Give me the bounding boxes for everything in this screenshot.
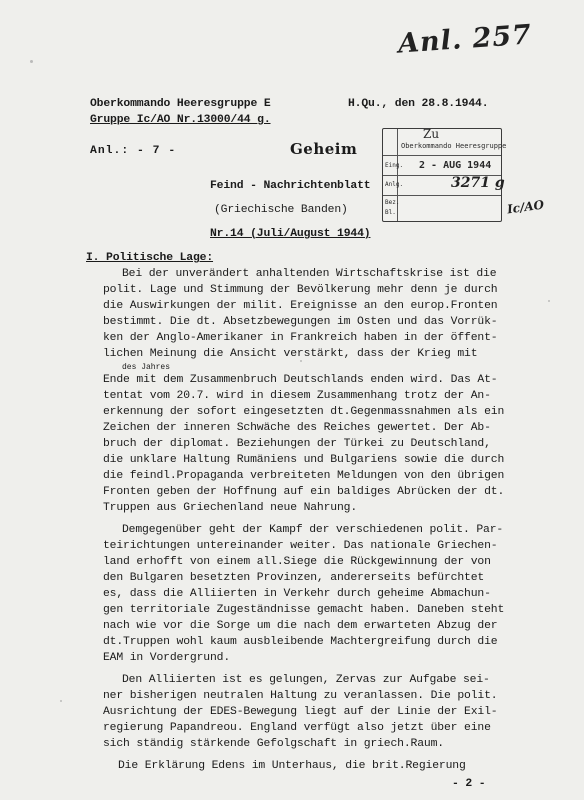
body-line: die unklare Haltung Rumäniens und Bulgariens sowie die durch: [103, 454, 505, 466]
body-line: bruch der diplomat. Beziehungen der Türkei zu Deutschland,: [103, 438, 491, 450]
body-line: Ende mit dem Zusammenbruch Deutschlands enden wird. Das At-: [103, 374, 498, 386]
body-line: Demgegenüber geht der Kampf der verschiedenen polit. Par-: [122, 524, 504, 536]
stamp-label-anlg: Anlg.: [385, 181, 404, 188]
body-line: Ausrichtung der EDES-Bewegung liegt auf der Linie der Exil-: [103, 706, 498, 718]
body-line: Den Alliierten ist es gelungen, Zervas zur Aufgabe sei-: [122, 674, 490, 686]
body-line: den Bulgaren besetzten Provinzen, andererseits befürchtet: [103, 572, 485, 584]
body-line: lichen Meinung die Ansicht verstärkt, dass der Krieg mit: [103, 348, 478, 360]
header-place-date: H.Qu., den 28.8.1944.: [348, 98, 489, 110]
stamp-label-bl: Bl.: [385, 209, 396, 216]
stamp-office: Oberkommando Heeresgruppe: [401, 142, 507, 150]
body-line: dt.Truppen wohl kaum ausbleibende Machtergreifung durch die: [103, 636, 498, 648]
page-number: - 2 -: [452, 778, 486, 790]
body-line: Fronten geben der Hoffnung auf ein baldiges Abrücken der dt.: [103, 486, 505, 498]
body-line: Bei der unverändert anhaltenden Wirtschaftskrise ist die: [122, 268, 497, 280]
body-line: land erhofft von einem all.Siege die Rückgewinnung der von: [103, 556, 491, 568]
body-line: die Auswirkungen der milit. Ereignisse an den europ.Fronten: [103, 300, 498, 312]
stamp-zu: Zu: [423, 127, 440, 141]
header-org: Oberkommando Heeresgruppe E: [90, 98, 271, 110]
body-line: es, dass die Alliierten in Verkehr durch geheime Abmachun-: [103, 588, 491, 600]
document-issue: Nr.14 (Juli/August 1944): [210, 228, 371, 240]
body-line: Truppen aus Griechenland neue Nahrung.: [103, 502, 358, 514]
body-line: polit. Lage und Stimmung der Bevölkerung mehr denn je durch: [103, 284, 498, 296]
body-line: bestimmt. Die dt. Absetzbewegungen im Osten und das Vorrük-: [103, 316, 498, 328]
document-subtitle: (Griechische Banden): [214, 204, 348, 216]
header-reference: Gruppe Ic/AO Nr.13000/44 g.: [90, 114, 271, 126]
body-line: nach wie vor die Sorge um die nach dem erwarteten Abzug der: [103, 620, 498, 632]
header-attachment: Anl.: - 7 -: [90, 145, 177, 157]
body-line: teirichtungen untereinander weiter. Das nationale Griechen-: [103, 540, 498, 552]
body-line: Die Erklärung Edens im Unterhaus, die brit.Regierung: [118, 760, 466, 772]
stamp-label-bez: Bez.: [385, 199, 400, 206]
body-line: gen territoriale Zugeständnisse gemacht haben. Daneben steht: [103, 604, 505, 616]
body-line: sich ständig stärkende Gefolgschaft in griech.Raum.: [103, 738, 444, 750]
body-line: die feindl.Propaganda verbreiteten Meldungen von den übrigen: [103, 470, 505, 482]
secret-marking: Geheim: [290, 140, 358, 158]
body-line: erkennung der sofort eingesetzten dt.Gegenmassnahmen als ein: [103, 406, 505, 418]
stamp-label-eing: Eing.: [385, 162, 404, 169]
body-line: regierung Papandreou. England verfügt also jetzt über eine: [103, 722, 491, 734]
document-title: Feind - Nachrichtenblatt: [210, 180, 371, 192]
body-line: Zeichen der inneren Schwäche des Reiches gewertet. Der Ab-: [103, 422, 491, 434]
section-heading: I. Politische Lage:: [86, 252, 214, 264]
interlinear-insert: des Jahres: [122, 363, 171, 372]
body-line: tentat vom 20.7. wird in diesem Zusammenhang trotz der An-: [103, 390, 491, 402]
body-line: EAM in Vordergrund.: [103, 652, 231, 664]
margin-handwritten-note: Ic/AO: [506, 197, 545, 217]
body-line: ner bisherigen neutralen Haltung zu veranlassen. Die polit.: [103, 690, 498, 702]
handwritten-annotation: Anl. 257: [397, 19, 533, 60]
body-line: ken der Anglo-Amerikaner in Frankreich haben in der öffent-: [103, 332, 498, 344]
registry-stamp: [382, 127, 507, 222]
stamp-date: 2 - AUG 1944: [419, 160, 492, 171]
stamp-number: 3271 g: [451, 175, 505, 191]
